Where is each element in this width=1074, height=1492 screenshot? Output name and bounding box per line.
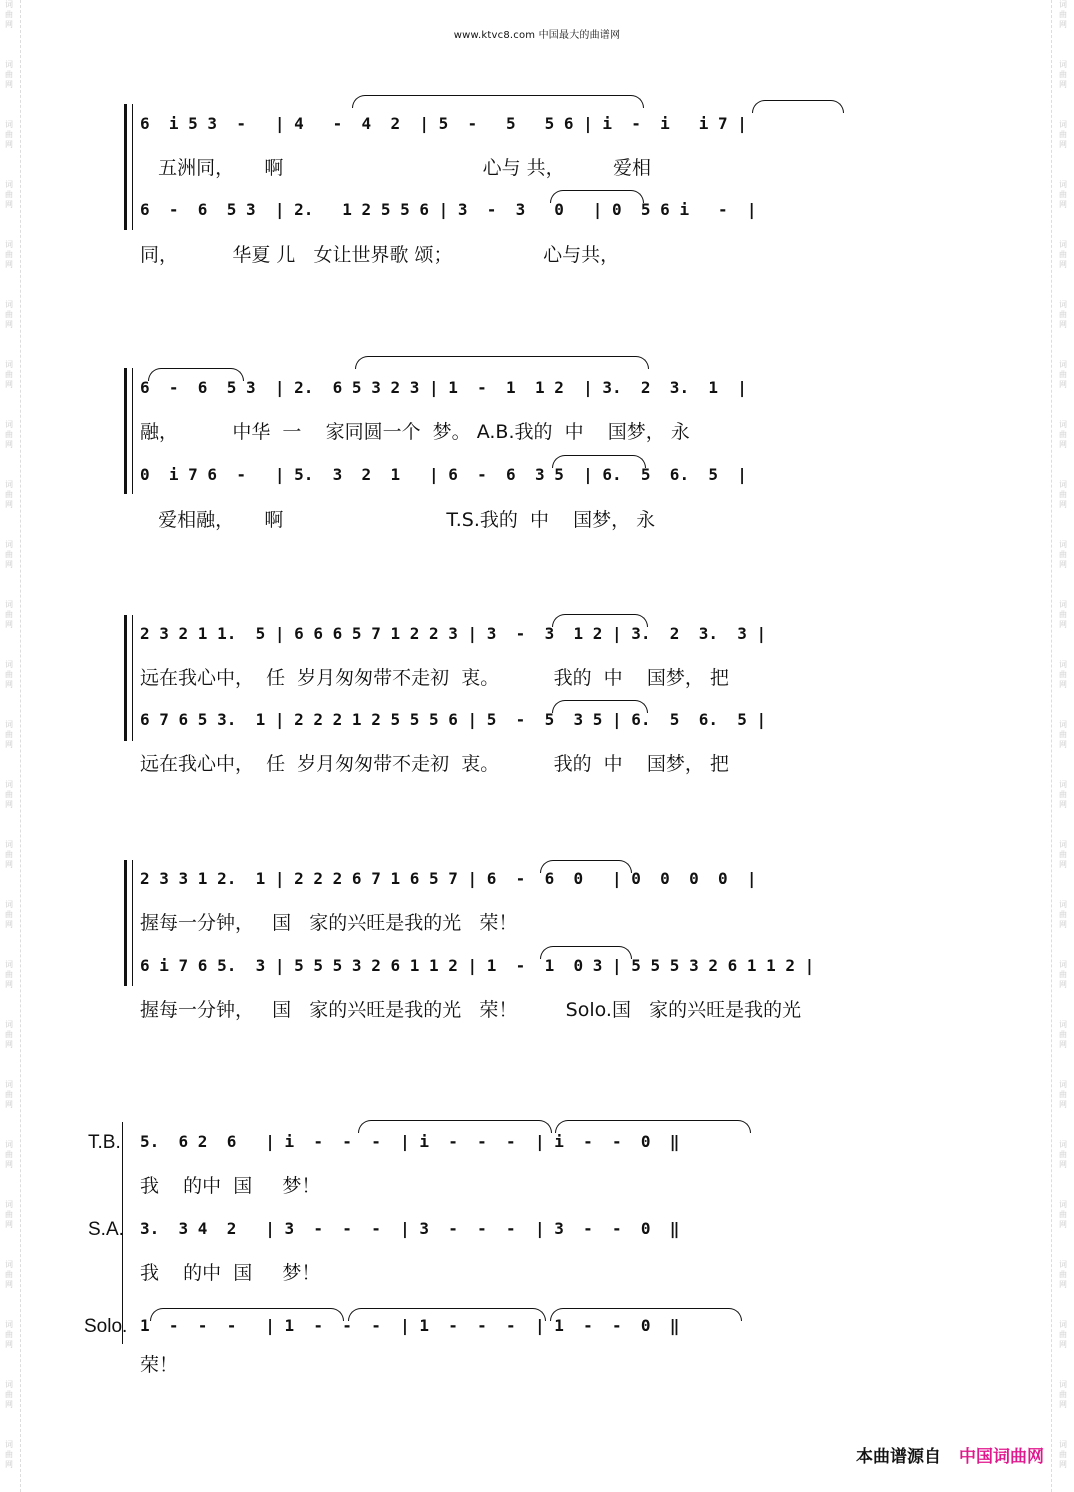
edge-watermark-text: 词 曲 网 — [1059, 600, 1067, 629]
edge-watermark-text: 词 曲 网 — [5, 1140, 13, 1169]
edge-watermark-text: 词 曲 网 — [1059, 180, 1067, 209]
staff-lyrics: 融， 中华 一 家同圆一个 梦。 A.B.我的 中 国梦， 永 — [140, 421, 690, 443]
system-bracket-thin — [132, 860, 133, 986]
slur — [752, 100, 844, 113]
edge-watermark-text: 词 曲 网 — [1059, 780, 1067, 809]
footer-brand-link[interactable]: 中国词曲网 — [959, 1447, 1044, 1467]
left-margin-line — [20, 0, 21, 1492]
edge-watermark-text: 词 曲 网 — [1059, 1200, 1067, 1229]
slur — [355, 356, 649, 369]
voice-label-solo: Solo. — [84, 1316, 128, 1337]
voice-label-sa: S.A. — [88, 1219, 124, 1240]
edge-watermark-text: 词 曲 网 — [1059, 120, 1067, 149]
footer-prefix: 本曲谱源自 — [856, 1447, 941, 1467]
staff-notes: 0 i 7 6 - | 5. 3 2 1 | 6 - 6 3 5 | 6. 5 6. 5 | — [140, 465, 747, 484]
edge-watermark-text: 词 曲 网 — [5, 660, 13, 689]
slur — [550, 190, 644, 203]
edge-watermark-text: 词 曲 网 — [5, 120, 13, 149]
edge-watermark-text: 词 曲 网 — [5, 780, 13, 809]
slur — [148, 368, 244, 381]
edge-watermark-text: 词 曲 网 — [5, 360, 13, 389]
slur — [552, 455, 646, 468]
staff-notes: 6 - 6 5 3 | 2. 1 2 5 5 6 | 3 - 3 0 | 0 5 6 i - | — [140, 200, 757, 219]
staff-notes: 6 - 6 5 3 | 2. 6 5 3 2 3 | 1 - 1 1 2 | 3. 2 3. 1 | — [140, 378, 747, 397]
edge-watermark-text: 词 曲 网 — [5, 720, 13, 749]
slur — [552, 614, 648, 627]
staff-lyrics: 同， 华夏 儿 女让世界歌 颂； 心与共， — [140, 244, 620, 266]
edge-watermark-text: 词 曲 网 — [5, 0, 13, 29]
staff-notes: 2 3 3 1 2. 1 | 2 2 2 6 7 1 6 5 7 | 6 - 6 0 | 0 0 0 0 | — [140, 869, 757, 888]
edge-watermark-text: 词 曲 网 — [1059, 1080, 1067, 1109]
staff-notes: 6 7 6 5 3. 1 | 2 2 2 1 2 5 5 5 6 | 5 - 5 3 5 | 6. 5 6. 5 | — [140, 710, 767, 729]
staff-lyrics: 爱相融， 啊 T.S.我的 中 国梦， 永 — [140, 509, 656, 531]
edge-watermark-text: 词 曲 网 — [5, 240, 13, 269]
edge-watermark-text: 词 曲 网 — [5, 480, 13, 509]
staff-lyrics: 远在我心中， 任 岁月匆匆带不走初 衷。 我的 中 国梦， 把 — [140, 753, 729, 775]
system-bracket-thin — [132, 615, 133, 741]
left-watermark-strip — [2, 0, 16, 1492]
edge-watermark-text: 词 曲 网 — [1059, 720, 1067, 749]
staff-notes: 6 i 7 6 5. 3 | 5 5 5 3 2 6 1 1 2 | 1 - 1 0 3 | 5 5 5 3 2 6 1 1 2 | — [140, 956, 815, 975]
slur — [348, 1308, 546, 1321]
edge-watermark-text: 词 曲 网 — [1059, 60, 1067, 89]
edge-watermark-text: 词 曲 网 — [1059, 1320, 1067, 1349]
slur — [552, 700, 648, 713]
edge-watermark-text: 词 曲 网 — [5, 1020, 13, 1049]
right-margin-line — [1051, 0, 1052, 1492]
edge-watermark-text: 词 曲 网 — [5, 420, 13, 449]
system-bracket — [124, 860, 127, 986]
edge-watermark-text: 词 曲 网 — [5, 180, 13, 209]
staff-lyrics: 握每一分钟， 国 家的兴旺是我的光 荣！ Solo.国 家的兴旺是我的光 — [140, 999, 802, 1021]
slur — [550, 1308, 742, 1321]
staff-lyrics: 五洲同， 啊 心与 共， 爱相 — [140, 157, 651, 179]
staff-notes: 1 - - - | 1 - - - | 1 - - - | 1 - - 0 ‖ — [140, 1316, 680, 1335]
staff-notes: 5. 6 2 6 | i - - - | i - - - | i - - 0 ‖ — [140, 1132, 680, 1151]
staff-lyrics: 荣！ — [140, 1354, 179, 1376]
edge-watermark-text: 词 曲 网 — [5, 540, 13, 569]
staff-lyrics: 我 的中 国 梦！ — [140, 1175, 321, 1197]
edge-watermark-text: 词 曲 网 — [1059, 840, 1067, 869]
edge-watermark-text: 词 曲 网 — [1059, 1260, 1067, 1289]
edge-watermark-text: 词 曲 网 — [5, 840, 13, 869]
system-bracket-thin — [132, 104, 133, 230]
edge-watermark-text: 词 曲 网 — [1059, 900, 1067, 929]
voice-label-tb: T.B. — [88, 1132, 121, 1153]
system-bracket — [124, 368, 127, 494]
edge-watermark-text: 词 曲 网 — [5, 1080, 13, 1109]
staff-lyrics: 我 的中 国 梦！ — [140, 1262, 321, 1284]
edge-watermark-text: 词 曲 网 — [5, 300, 13, 329]
edge-watermark-text: 词 曲 网 — [5, 600, 13, 629]
edge-watermark-text: 词 曲 网 — [1059, 0, 1067, 29]
edge-watermark-text: 词 曲 网 — [1059, 300, 1067, 329]
edge-watermark-text: 词 曲 网 — [5, 1200, 13, 1229]
edge-watermark-text: 词 曲 网 — [1059, 960, 1067, 989]
edge-watermark-text: 词 曲 网 — [5, 960, 13, 989]
edge-watermark-text: 词 曲 网 — [1059, 660, 1067, 689]
edge-watermark-text: 词 曲 网 — [1059, 480, 1067, 509]
edge-watermark-text: 词 曲 网 — [1059, 240, 1067, 269]
edge-watermark-text: 词 曲 网 — [1059, 420, 1067, 449]
staff-notes: 6 i 5 3 - | 4 - 4 2 | 5 - 5 5 6 | i - i i 7 | — [140, 114, 747, 133]
page-header: www.ktvc8.com 中国最大的曲谱网 — [453, 30, 621, 41]
edge-watermark-text: 词 曲 网 — [1059, 360, 1067, 389]
edge-watermark-text: 词 曲 网 — [5, 1380, 13, 1409]
right-watermark-strip — [1056, 0, 1070, 1492]
edge-watermark-text: 词 曲 网 — [5, 1260, 13, 1289]
edge-watermark-text: 词 曲 网 — [1059, 540, 1067, 569]
staff-lyrics: 握每一分钟， 国 家的兴旺是我的光 荣！ — [140, 912, 518, 934]
slur — [352, 95, 644, 108]
edge-watermark-text: 词 曲 网 — [5, 1320, 13, 1349]
edge-watermark-text: 词 曲 网 — [1059, 1380, 1067, 1409]
edge-watermark-text: 词 曲 网 — [5, 1440, 13, 1469]
slur — [540, 946, 632, 959]
edge-watermark-text: 词 曲 网 — [1059, 1440, 1067, 1469]
source-footer — [856, 1442, 1044, 1467]
system-bracket — [124, 615, 127, 741]
edge-watermark-text: 词 曲 网 — [5, 900, 13, 929]
slur — [358, 1120, 552, 1133]
staff-notes: 2 3 2 1 1. 5 | 6 6 6 5 7 1 2 2 3 | 3 - 3 1 2 | 3. 2 3. 3 | — [140, 624, 767, 643]
edge-watermark-text: 词 曲 网 — [1059, 1020, 1067, 1049]
edge-watermark-text: 词 曲 网 — [1059, 1140, 1067, 1169]
staff-notes: 3. 3 4 2 | 3 - - - | 3 - - - | 3 - - 0 ‖ — [140, 1219, 680, 1238]
system-bracket — [124, 104, 127, 230]
system-bracket-thin — [132, 368, 133, 494]
slur — [540, 860, 632, 873]
slur — [555, 1120, 751, 1133]
edge-watermark-text: 词 曲 网 — [5, 60, 13, 89]
staff-lyrics: 远在我心中， 任 岁月匆匆带不走初 衷。 我的 中 国梦， 把 — [140, 667, 729, 689]
slur — [150, 1308, 344, 1321]
